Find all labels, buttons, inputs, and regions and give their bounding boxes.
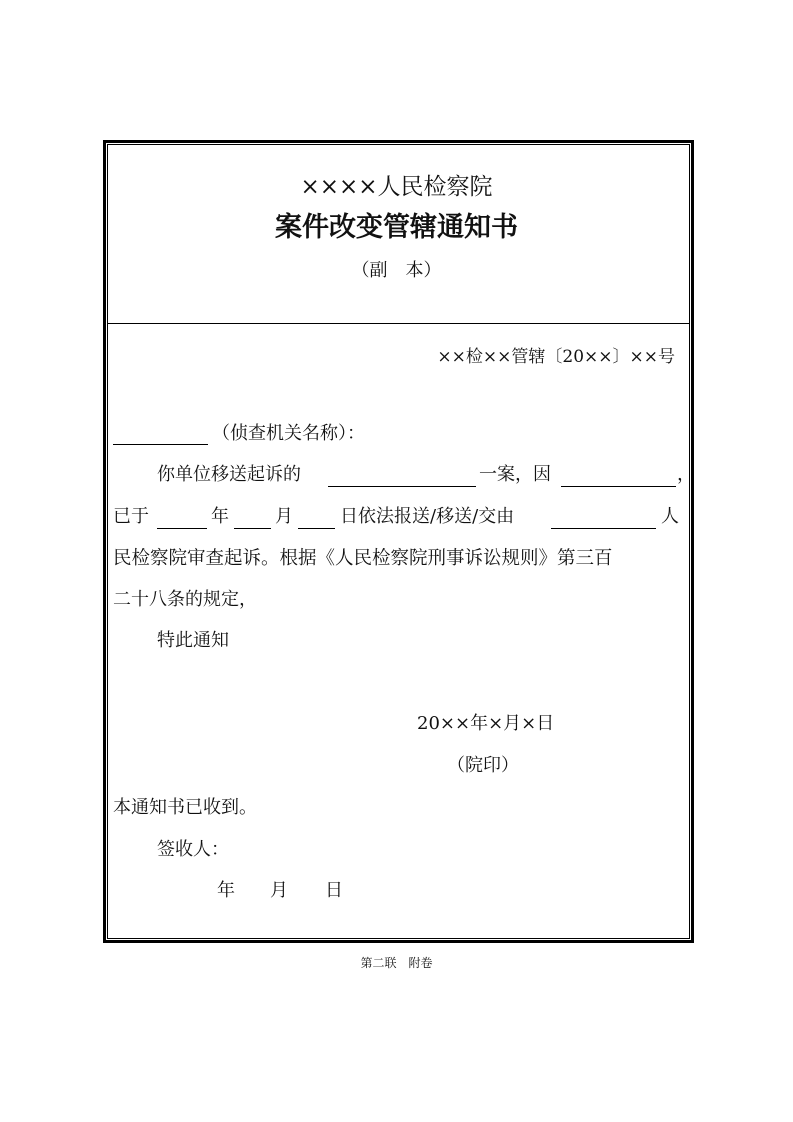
- body-text-line3: 民检察院审查起诉。根据《人民检察院刑事诉讼规则》第三百: [113, 548, 613, 569]
- body-text-line1c: ，: [677, 464, 695, 485]
- addressee-label: （侦查机关名称）：: [212, 423, 365, 444]
- document-title: 案件改变管辖通知书: [275, 212, 518, 243]
- body-text-year: 年: [211, 506, 229, 527]
- body-text-line1b: 一案，因: [479, 464, 551, 485]
- month-blank: [234, 528, 271, 529]
- copy-type: （副 本）: [351, 260, 442, 281]
- case-name-blank: [328, 486, 476, 487]
- body-text-month: 月: [275, 506, 293, 527]
- addressee-blank: [113, 444, 208, 445]
- body-text-line2a: 已于: [113, 506, 149, 527]
- body-text-line2d: 日依法报送/移送/交由: [340, 506, 515, 527]
- body-text-line2e: 人: [661, 506, 679, 527]
- document-number: ××检××管辖〔20××〕××号: [437, 347, 675, 367]
- body-text-line1a: 你单位移送起诉的: [157, 464, 301, 485]
- body-text-line4: 二十八条的规定，: [113, 589, 257, 610]
- court-name: ××××人民检察院: [300, 174, 493, 200]
- procuratorate-blank: [551, 528, 656, 529]
- receipt-month: 月: [270, 880, 288, 901]
- receipt-day: 日: [325, 880, 343, 901]
- year-blank: [157, 528, 207, 529]
- receipt-year: 年: [217, 880, 235, 901]
- issue-date: 20××年×月×日: [417, 713, 555, 734]
- header-divider: [107, 323, 690, 324]
- reason-blank: [561, 486, 676, 487]
- seal-label: （院印）: [447, 755, 519, 776]
- signer-label: 签收人：: [157, 839, 229, 860]
- receipt-text: 本通知书已收到。: [113, 797, 257, 818]
- notice-text: 特此通知: [157, 630, 229, 651]
- footer-copy-label: 第二联 附卷: [360, 956, 433, 970]
- day-blank: [298, 528, 335, 529]
